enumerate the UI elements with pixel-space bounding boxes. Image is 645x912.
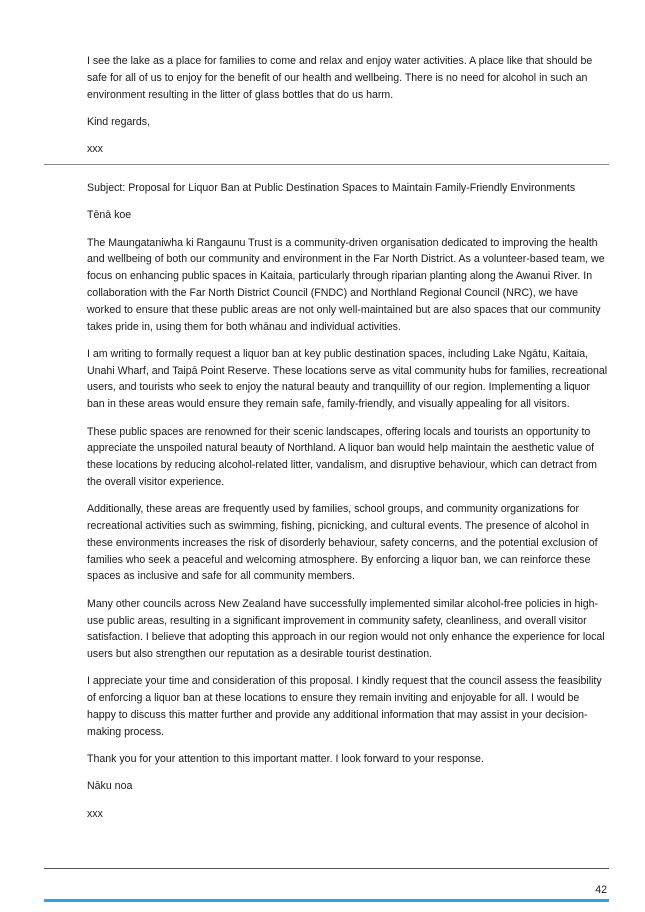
letter-paragraph: The Maungataniwha ki Rangaunu Trust is a community-driven organisation dedicated to improving the health and wellbeing of both our community and environment in the Far North District. As a volunteer-based team, we focus on enhancing public spaces in Kaitaia, particularly through riparian planting along the Awanui River. In collaboration with the Far North District Council (FNDC) and Northland Regional Council (NRC), we have worked to ensure that these public areas are not only well-maintained but are also spaces that our community takes pride in, using them for both whānau and individual activities. <box>87 236 605 333</box>
letter-closing: Nāku noa <box>87 780 133 793</box>
letter-subject: Subject: Proposal for Liquor Ban at Public Destination Spaces to Maintain Family-Friendly Environments <box>87 182 576 194</box>
letter-divider <box>44 164 609 165</box>
letter-paragraph: Thank you for your attention to this important matter. I look forward to your response. <box>87 753 484 766</box>
letter-greeting: Tēnā koe <box>87 209 132 222</box>
previous-letter-closing: Kind regards, <box>87 115 151 128</box>
letter-paragraph: Many other councils across New Zealand have successfully implemented similar alcohol-free policies in high-use public areas, resulting in a significant improvement in community safety, cleanliness, and overall visitor satisfaction. I believe that adopting this approach in our region would not only enhance the experience for local users but also strengthen our reputation as a desirable tourist destination. <box>87 597 605 661</box>
previous-letter <box>87 53 609 168</box>
previous-letter-body: I see the lake as a place for families to come and relax and enjoy water activities. A place like that should be safe for all of us to enjoy for the benefit of our health and wellbeing. There is no need for alcohol in such an environment resulting in the litter of glass bottles that do us harm. <box>87 55 593 101</box>
previous-letter-signature: xxx <box>87 143 103 156</box>
letter-signature: xxx <box>87 807 103 820</box>
letter-paragraph: Additionally, these areas are frequently used by families, school groups, and community organizations for recreational activities such as swimming, fishing, picnicking, and cultural events. The presence of alcohol in these environments increases the risk of disorderly behaviour, safety concerns, and the potential exclusion of families who seek a peaceful and welcoming atmosphere. By enforcing a liquor ban, we can reinforce these spaces as inclusive and safe for all community members. <box>87 503 598 583</box>
page-number: 42 <box>595 884 607 896</box>
footer-divider <box>44 868 609 869</box>
letter-paragraph: I appreciate your time and consideration of this proposal. I kindly request that the council assess the feasibility of enforcing a liquor ban at these locations to ensure they remain inviting and enjoyable for all. I would be happy to discuss this matter further and provide any additional information that may assist in your decision-making process. <box>87 675 602 738</box>
letter <box>87 180 609 833</box>
letter-paragraph: I am writing to formally request a liquor ban at key public destination spaces, including Lake Ngātu, Kaitaia, Unahi Wharf, and Taipā Point Reserve. These locations serve as vital community hubs for families, recreational users, and tourists who seek to enjoy the natural beauty and tranquillity of our region. Implementing a liquor ban in these areas would ensure they remain safe, family-friendly, and visually appealing for all visitors. <box>87 347 608 411</box>
footer-accent-bar <box>44 899 609 902</box>
letter-paragraph: These public spaces are renowned for their scenic landscapes, offering locals and tourists an opportunity to appreciate the unspoiled natural beauty of Northland. A liquor ban would help maintain the aesthetic value of these locations by reducing alcohol-related litter, vandalism, and disruptive behaviour, which can detract from the overall visitor experience. <box>87 425 597 488</box>
